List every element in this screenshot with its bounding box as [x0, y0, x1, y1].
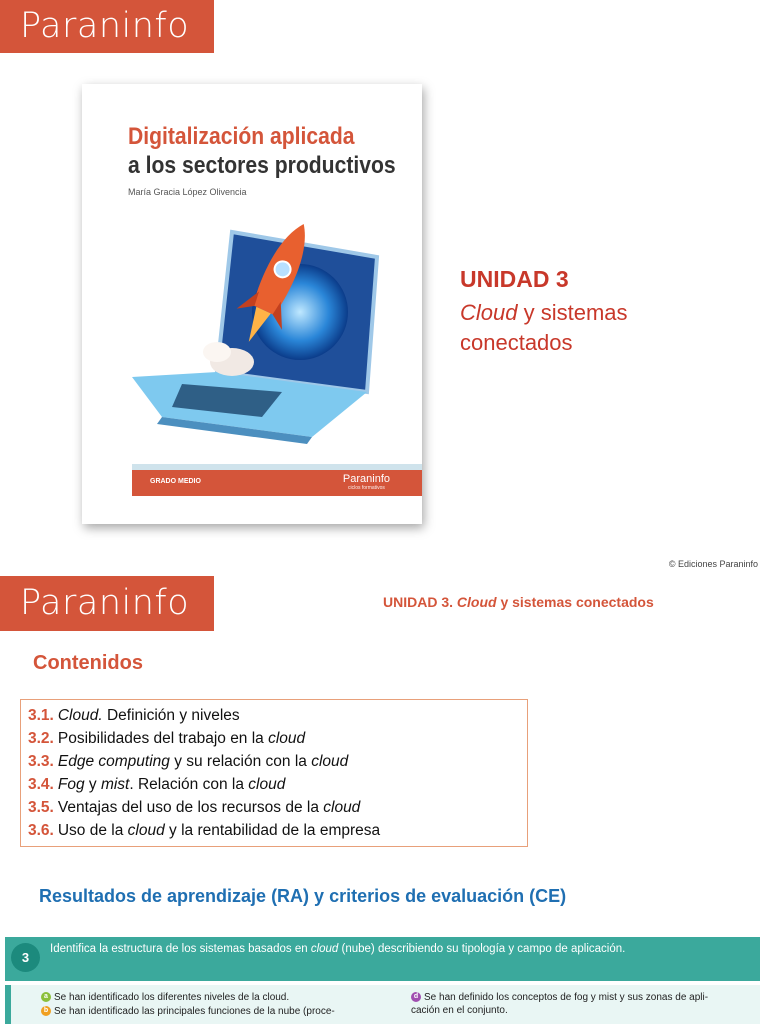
contents-item-number: 3.3. — [28, 753, 54, 770]
cover-title-line1: Digitalización aplicada — [128, 123, 355, 150]
contents-item-number: 3.2. — [28, 730, 54, 747]
cover-title-line2: a los sectores productivos — [128, 152, 396, 179]
contents-item: 3.5. Ventajas del uso de los recursos de la cloud — [28, 799, 361, 816]
contents-item-number: 3.6. — [28, 822, 54, 839]
slide-header: UNIDAD 3. Cloud y sistemas conectados — [383, 594, 654, 610]
contents-item: 3.1. Cloud. Definición y niveles — [28, 707, 240, 724]
cover-level: GRADO MEDIO — [150, 478, 201, 485]
rocket-laptop-illustration — [122, 212, 382, 462]
cover-brand-sub: ciclos formativos — [347, 485, 385, 491]
ra-banner — [5, 937, 760, 981]
cover-footer-band — [132, 470, 422, 496]
ce-item-d: d Se han definido los conceptos de fog y mist y sus zonas de apli- cación en el conjunto. — [411, 992, 709, 1016]
contents-item-number: 3.5. — [28, 799, 54, 816]
contents-item: 3.2. Posibilidades del trabajo en la cloud — [28, 730, 306, 747]
contents-item-number: 3.1. — [28, 707, 54, 724]
ra-text: Identifica la estructura de los sistemas basados en cloud (nube) describiendo su tipología y campo de aplicación. — [50, 943, 626, 955]
paraninfo-logo: Paraninfo — [0, 576, 214, 631]
ra-heading: Resultados de aprendizaje (RA) y criterios de evaluación (CE) — [39, 886, 567, 906]
contents-item: 3.6. Uso de la cloud y la rentabilidad de la empresa — [28, 822, 381, 839]
paraninfo-logo: Paraninfo — [0, 0, 214, 53]
contents-item: 3.4. Fog y mist. Relación con la cloud — [28, 776, 286, 793]
contents-heading: Contenidos — [33, 652, 143, 674]
contents-list — [20, 699, 528, 847]
cover-brand: Paraninfo ciclos formativos — [342, 473, 390, 491]
slide-contents — [0, 572, 768, 1024]
copyright: © Ediciones Paraninfo — [668, 559, 758, 569]
unit-subtitle: Cloud y sistemas conectados — [460, 300, 628, 355]
ce-item-b: b Se han identificado las principales funciones de la nube (proce- — [41, 1005, 335, 1018]
unit-title: UNIDAD 3 — [460, 266, 569, 292]
book-cover — [82, 84, 422, 524]
ra-number-badge: 3 — [11, 943, 40, 972]
cover-author: María Gracia López Olivencia — [128, 187, 247, 197]
contents-item-number: 3.4. — [28, 776, 54, 793]
ce-item-a: a Se han identificado los diferentes niveles de la cloud. — [41, 991, 289, 1004]
ce-list — [5, 985, 760, 1024]
contents-item: 3.3. Edge computing y su relación con la cloud — [28, 753, 349, 770]
